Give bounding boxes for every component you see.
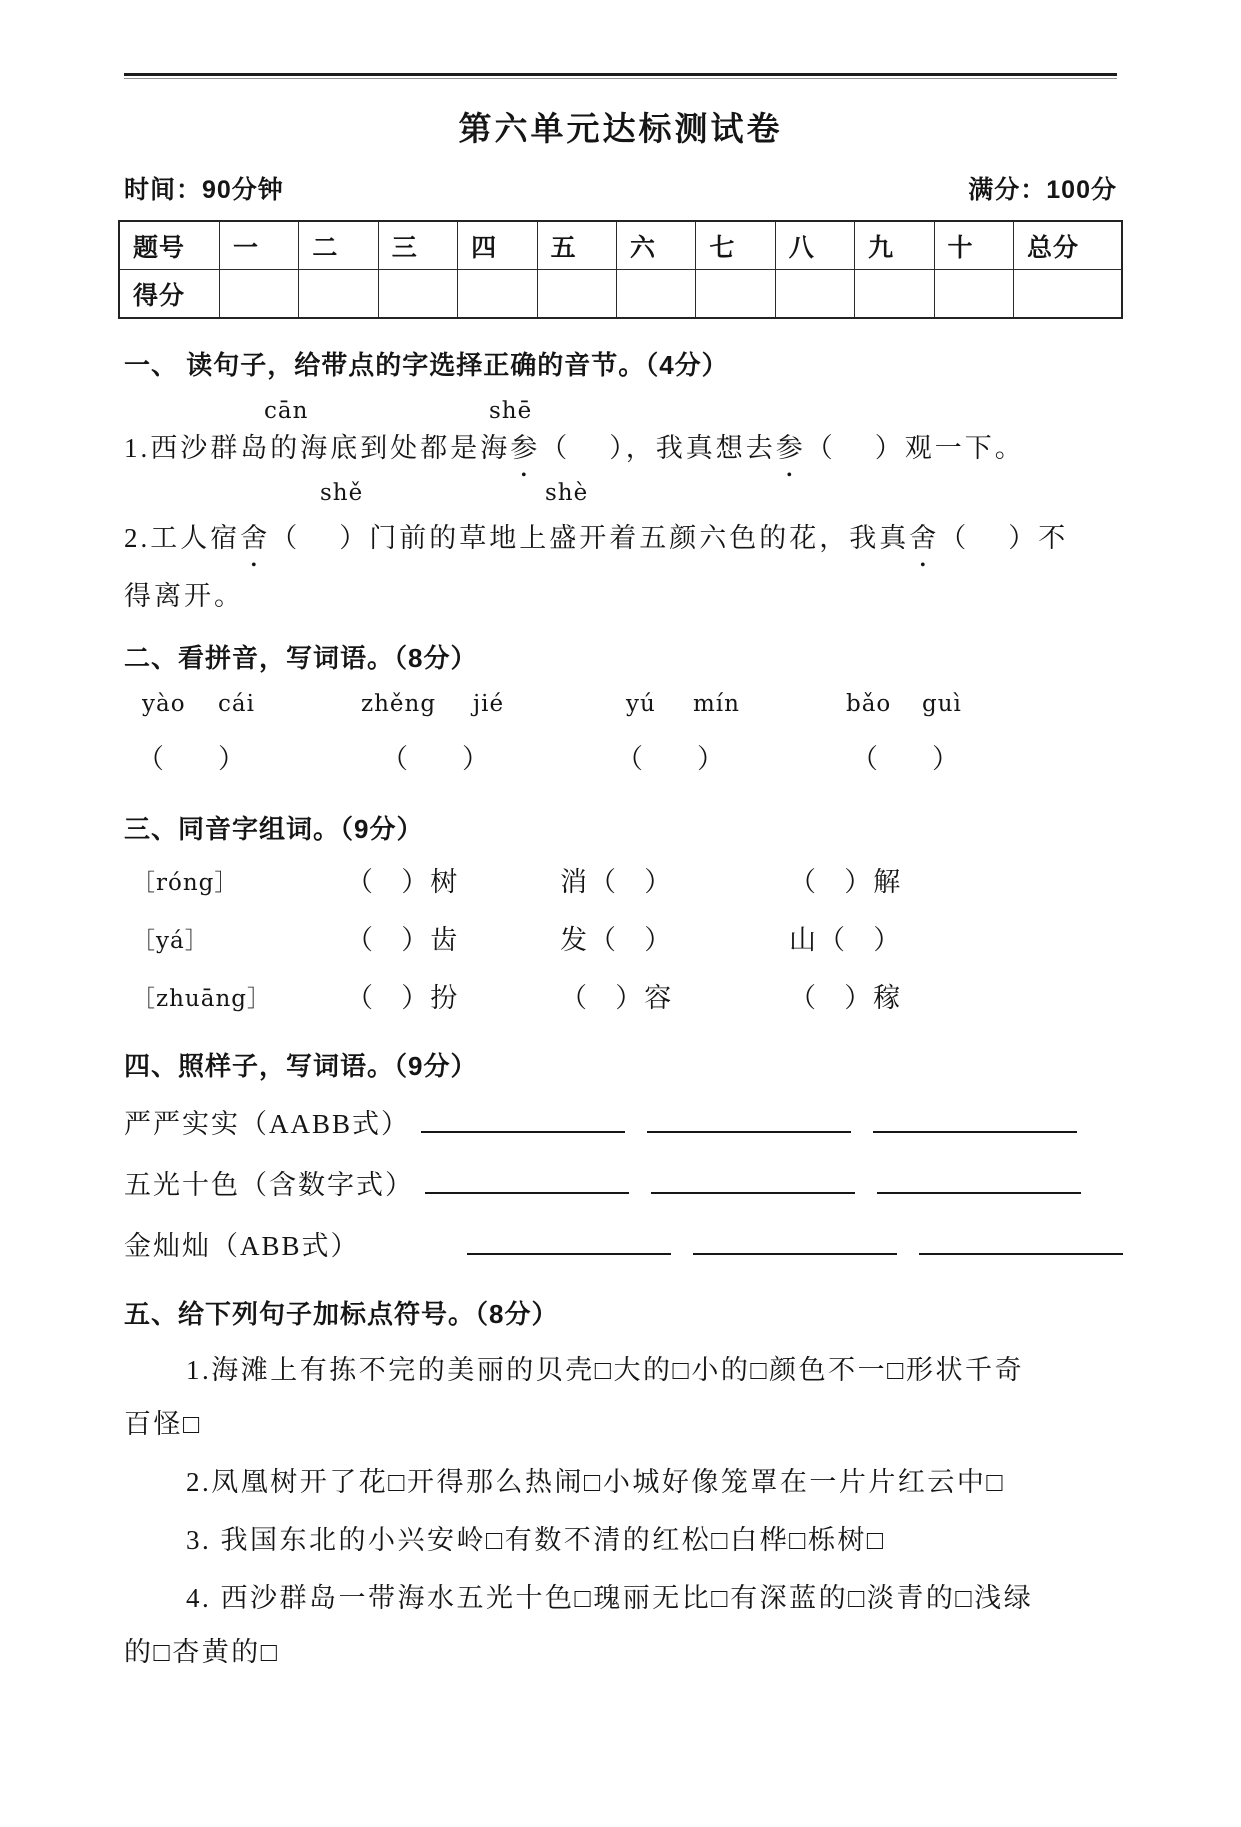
sentence-text: 2.工人宿 [124,523,241,553]
score-table-header-cell: 一 [220,221,299,270]
exam-full-score-label: 满分：100分 [968,176,1117,204]
sentence-text: ，我真想去 [625,433,776,463]
pinyin-option: shè [545,480,589,506]
example-word-label: 严严实实（AABB式） [124,1109,411,1139]
bracket-blank: （ ） [381,744,489,774]
punctuation-item-line: 百怪□ [124,1409,202,1439]
pinyin-words-row [124,691,1117,727]
word-blank: （ ）解 [789,867,903,897]
punctuation-item-line: 1.海滩上有拣不完的美丽的贝壳□大的□小的□颜色不一□形状千奇 [186,1355,1024,1385]
pinyin-word: guì [922,691,962,717]
answer-brackets-row [124,737,1117,783]
question-sentence-continuation: 得离开。 [124,581,244,611]
score-table-header-cell: 题号 [119,221,220,270]
emphasis-dot-char: 参 [775,433,806,463]
score-table-header-cell: 九 [855,221,934,270]
answer-blank-line [421,1101,625,1133]
score-cell-empty [458,270,537,319]
score-table-header-cell: 十 [934,221,1013,270]
answer-blank-line [651,1162,855,1194]
bracket-blank: （ ） [540,433,626,463]
word-blank: （ ）稼 [789,983,903,1013]
score-table-header-cell: 五 [537,221,616,270]
word-blank: （ ）齿 [346,925,460,955]
score-cell-empty [378,270,457,319]
score-cell-empty [934,270,1013,319]
punctuation-item-line: 的□杏黄的□ [124,1637,280,1667]
punctuation-items [124,1352,1117,1671]
example-word-row [124,1223,1117,1266]
score-table [118,220,1123,319]
score-row-label: 得分 [119,270,220,319]
pinyin-word: yú [626,691,656,717]
punctuation-item-line: 4. 西沙群岛一带海水五光十色□瑰丽无比□有深蓝的□淡青的□浅绿 [186,1583,1034,1613]
answer-blank-line [425,1162,629,1194]
score-table-score-row [119,270,1122,319]
score-table-header-cell: 八 [775,221,854,270]
pinyin-word: yào [142,691,186,717]
pinyin-bracket-label: ［zhuāng］ [132,986,271,1012]
section4-heading: 四、照样子，写词语。（9分） [124,1051,478,1081]
emphasis-dot-char: 舍 [240,523,271,553]
score-table-header-cell: 总分 [1014,221,1123,270]
bracket-blank: （ ） [851,744,959,774]
pinyin-bracket-label: ［róng］ [132,870,239,896]
punctuation-item-line: 2.凤凰树开了花□开得那么热闹□小城好像笼罩在一片片红云中□ [186,1467,1006,1497]
homophone-row [124,918,1117,962]
score-table-header-cell: 七 [696,221,775,270]
spacer [360,1254,456,1255]
sentence-text: 1.西沙群岛的海底到处都是海 [124,433,511,463]
pinyin-options-row [124,398,1117,430]
section3-heading: 三、同音字组词。（9分） [124,814,424,844]
pinyin-options-row [124,480,1117,512]
score-table-header-cell: 四 [458,221,537,270]
exam-info-row [124,170,1117,206]
bracket-blank: （ ） [939,523,1039,553]
section5-heading: 五、给下列句子加标点符号。（8分） [124,1299,559,1329]
page-title: 第六单元达标测试卷 [458,110,783,147]
top-rule-divider [124,73,1117,79]
homophone-row [124,860,1117,904]
sentence-text: 观一下。 [904,433,1025,463]
word-blank: 山（ ） [789,925,903,955]
pinyin-bracket-label: ［yá］ [132,928,209,954]
score-cell-empty [1014,270,1123,319]
pinyin-option: cān [264,398,309,424]
score-cell-empty [616,270,695,319]
word-blank: （ ）容 [560,983,674,1013]
sentence-text: 门前的草地上盛开着五颜六色的花，我真 [369,523,910,553]
score-cell-empty [537,270,616,319]
section1-heading: 一、 读句子，给带点的字选择正确的音节。（4分） [124,350,729,380]
pinyin-word: mín [693,691,740,717]
answer-blank-line [877,1162,1081,1194]
pinyin-option: shē [489,398,533,424]
example-word-label: 五光十色（含数字式） [124,1170,414,1200]
score-table-header-cell: 六 [616,221,695,270]
score-cell-empty [775,270,854,319]
score-cell-empty [299,270,378,319]
question-sentence [124,430,1117,466]
score-table-header-cell: 二 [299,221,378,270]
sentence-text: 不 [1038,523,1069,553]
score-table-header-row [119,221,1122,270]
example-word-row [124,1162,1117,1205]
pinyin-word: cái [218,691,255,717]
word-blank: 发（ ） [560,925,674,955]
word-blank: 消（ ） [560,867,674,897]
word-blank: （ ）树 [346,867,460,897]
question-sentence [124,520,1117,556]
answer-blank-line [467,1223,671,1255]
emphasis-dot-char: 参 [510,433,541,463]
answer-blank-line [873,1101,1077,1133]
exam-time-label: 时间：90分钟 [124,176,284,204]
example-word-label: 金灿灿（ABB式） [124,1231,360,1261]
bracket-blank: （ ） [616,744,724,774]
pinyin-word: bǎo [846,691,892,717]
score-cell-empty [696,270,775,319]
score-table-header-cell: 三 [378,221,457,270]
score-cell-empty [220,270,299,319]
section2-heading: 二、看拼音，写词语。（8分） [124,643,478,673]
example-word-row [124,1101,1117,1144]
pinyin-word: zhěng [361,691,437,717]
pinyin-word: jié [473,691,505,717]
score-cell-empty [855,270,934,319]
word-blank: （ ）扮 [346,983,460,1013]
answer-blank-line [693,1223,897,1255]
bracket-blank: （ ） [805,433,905,463]
answer-blank-line [647,1101,851,1133]
punctuation-item-line: 3. 我国东北的小兴安岭□有数不清的红松□白桦□栎树□ [186,1525,886,1555]
pinyin-option: shě [320,480,364,506]
homophone-row [124,976,1117,1020]
answer-blank-line [919,1223,1123,1255]
bracket-blank: （ ） [137,744,245,774]
bracket-blank: （ ） [270,523,370,553]
emphasis-dot-char: 舍 [909,523,940,553]
exam-paper-page [0,73,1241,1827]
